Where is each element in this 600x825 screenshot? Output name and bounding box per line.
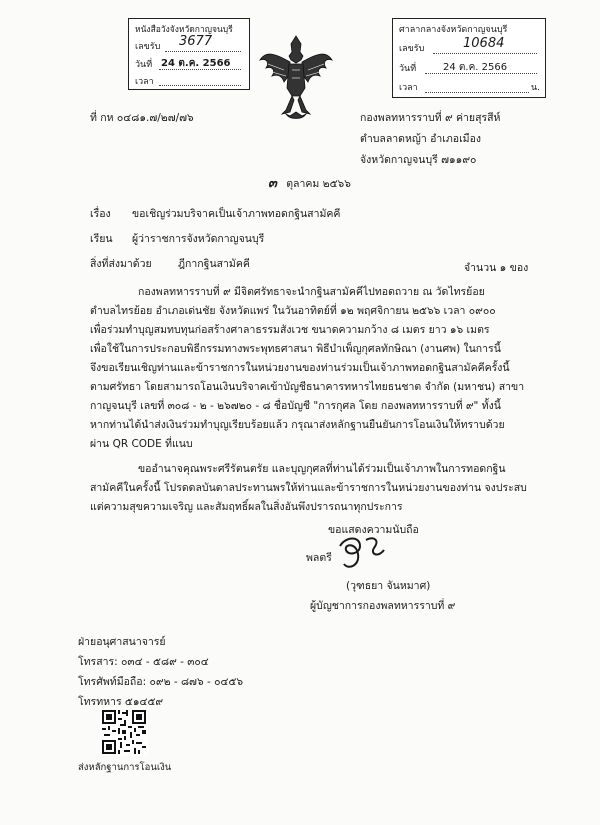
garuda-emblem — [256, 30, 336, 122]
signer-title: ผู้บัญชาการกองพลทหารราบที่ ๙ — [310, 600, 456, 612]
body-line: ตามศรัทธา โดยสามารถโอนเงินบริจาคเข้าบัญชีธนาคารทหารไทยธนชาต จำกัด (มหาชน) สาขา — [90, 381, 525, 393]
body-line: จึงขอเรียนเชิญท่านและข้าราชการในหน่วยงานของท่านร่วมเป็นเจ้าภาพทอดกฐินสามัคคีครั้งนี้ — [90, 362, 510, 374]
footer-army-phone: โทรทหาร ๕๑๔๕๙ — [78, 696, 164, 708]
qr-caption: ส่งหลักฐานการโอนเงิน — [78, 762, 172, 773]
closing: ขอแสดงความนับถือ — [328, 524, 419, 536]
body-line: ตำบลไทรย้อย อำเภอเด่นชัย จังหวัดแพร่ ในวันอาทิตย์ที่ ๑๒ พฤศจิกายน ๒๕๖๖ เวลา ๐๙๐๐ — [90, 305, 496, 317]
stamp-title: ศาลากลางจังหวัดกาญจนบุรี — [399, 25, 508, 35]
body-line: กองพลทหารราบที่ ๙ มีจิตศรัทธาจะนำกฐินสามัคคีไปทอดถวาย ณ วัดไทรย้อย — [138, 286, 485, 298]
body-line: เพื่อร่วมทำบุญสมทบทุนก่อสร้างศาลาธรรมสังเวช ขนาดความกว้าง ๘ เมตร ยาว ๑๖ เมตร — [90, 324, 490, 336]
footer-mobile: โทรศัพท์มือถือ: ๐๙๒ - ๘๗๖ - ๐๔๕๖ — [78, 676, 244, 688]
enclosure-quantity: จำนวน ๑ ของ — [464, 262, 529, 274]
stamp-receive-number: 10684 — [463, 36, 505, 51]
stamp-date: 24 ต.ค. 2566 — [161, 58, 231, 69]
footer-department: ฝ่ายอนุศาสนาจารย์ — [78, 636, 166, 648]
body-line: เพื่อใช้ในการประกอบพิธีกรรมทางพระพุทธศาสนา พิธีบำเพ็ญกุศลทักษิณา (งานศพ) ในการนี้ — [90, 343, 501, 355]
date-month-year: ตุลาคม ๒๕๖๖ — [286, 178, 351, 190]
subject-label: เรื่อง — [90, 208, 111, 220]
signer-rank: พลตรี — [306, 552, 332, 564]
sender-line-1: กองพลทหารราบที่ ๙ ค่ายสุรสีห์ — [360, 112, 501, 124]
body-line: แต่ความสุขความเจริญ และสัมฤทธิ์ผลในสิ่งอันพึงปรารถนาทุกประการ — [90, 501, 403, 513]
signature — [334, 532, 394, 572]
body-line: หากท่านได้นำส่งเงินร่วมทำบุญเรียบร้อยแล้ว กรุณาส่งหลักฐานยืนยันการโอนเงินให้ทราบด้วย — [90, 419, 505, 431]
enclosure: ฎีกากฐินสามัคคี — [178, 258, 250, 270]
dotted-line — [425, 92, 529, 93]
body-line: ขออำนาจคุณพระศรีรัตนตรัย และบุญกุศลที่ท่านได้ร่วมเป็นเจ้าภาพในการทอดกฐิน — [138, 463, 506, 475]
body-line: กาญจนบุรี เลขที่ ๓๐๘ - ๒ - ๒๖๗๒๐ - ๘ ชื่อบัญชี "การกุศล โดย กองพลทหารราบที่ ๙" ทั้งนี้ — [90, 400, 501, 412]
receipt-stamp-left — [128, 18, 250, 90]
to-label: เรียน — [90, 233, 113, 245]
stamp-title: หนังสือวังจังหวัดกาญจนบุรี — [135, 25, 233, 35]
stamp-time-suffix: น. — [531, 83, 541, 93]
stamp-date: 24 ต.ค. 2566 — [443, 62, 508, 73]
dotted-line — [165, 51, 241, 52]
document-number: ที่ กห ๐๔๘๑.๗/๒๗/๗๖ — [90, 112, 194, 124]
stamp-receive-label: เลขรับ — [135, 42, 161, 52]
stamp-time-label: เวลา — [135, 77, 154, 87]
footer-fax: โทรสาร: ๐๓๔ - ๕๘๙ - ๓๐๔ — [78, 656, 209, 668]
recipient: ผู้ว่าราชการจังหวัดกาญจนบุรี — [132, 233, 265, 245]
stamp-date-label: วันที่ — [399, 64, 417, 74]
qr-code[interactable] — [100, 708, 148, 756]
stamp-receive-number: 3677 — [179, 34, 213, 49]
body-line: สามัคคีในครั้งนี้ โปรดดลบันดาลประทานพรให้ท่านและข้าราชการในหน่วยงานของท่าน จงประสบ — [90, 482, 527, 494]
body-line: ผ่าน QR CODE ที่แนบ — [90, 438, 193, 450]
stamp-time-label: เวลา — [399, 83, 418, 93]
date-day: ๓ — [268, 176, 277, 191]
signer-name: (วุฑธยา จันหมาศ) — [346, 580, 431, 592]
receipt-stamp-right — [392, 18, 546, 98]
document-date — [268, 176, 351, 192]
subject: ขอเชิญร่วมบริจาคเป็นเจ้าภาพทอดกฐินสามัคคี — [132, 208, 341, 220]
dotted-line — [433, 53, 537, 54]
sender-line-2: ตำบลลาดหญ้า อำเภอเมือง — [360, 133, 482, 145]
stamp-receive-label: เลขรับ — [399, 44, 425, 54]
enclosure-label: สิ่งที่ส่งมาด้วย — [90, 258, 152, 270]
stamp-date-label: วันที่ — [135, 60, 153, 70]
dotted-line — [159, 85, 241, 86]
sender-line-3: จังหวัดกาญจนบุรี ๗๑๑๙๐ — [360, 154, 477, 166]
